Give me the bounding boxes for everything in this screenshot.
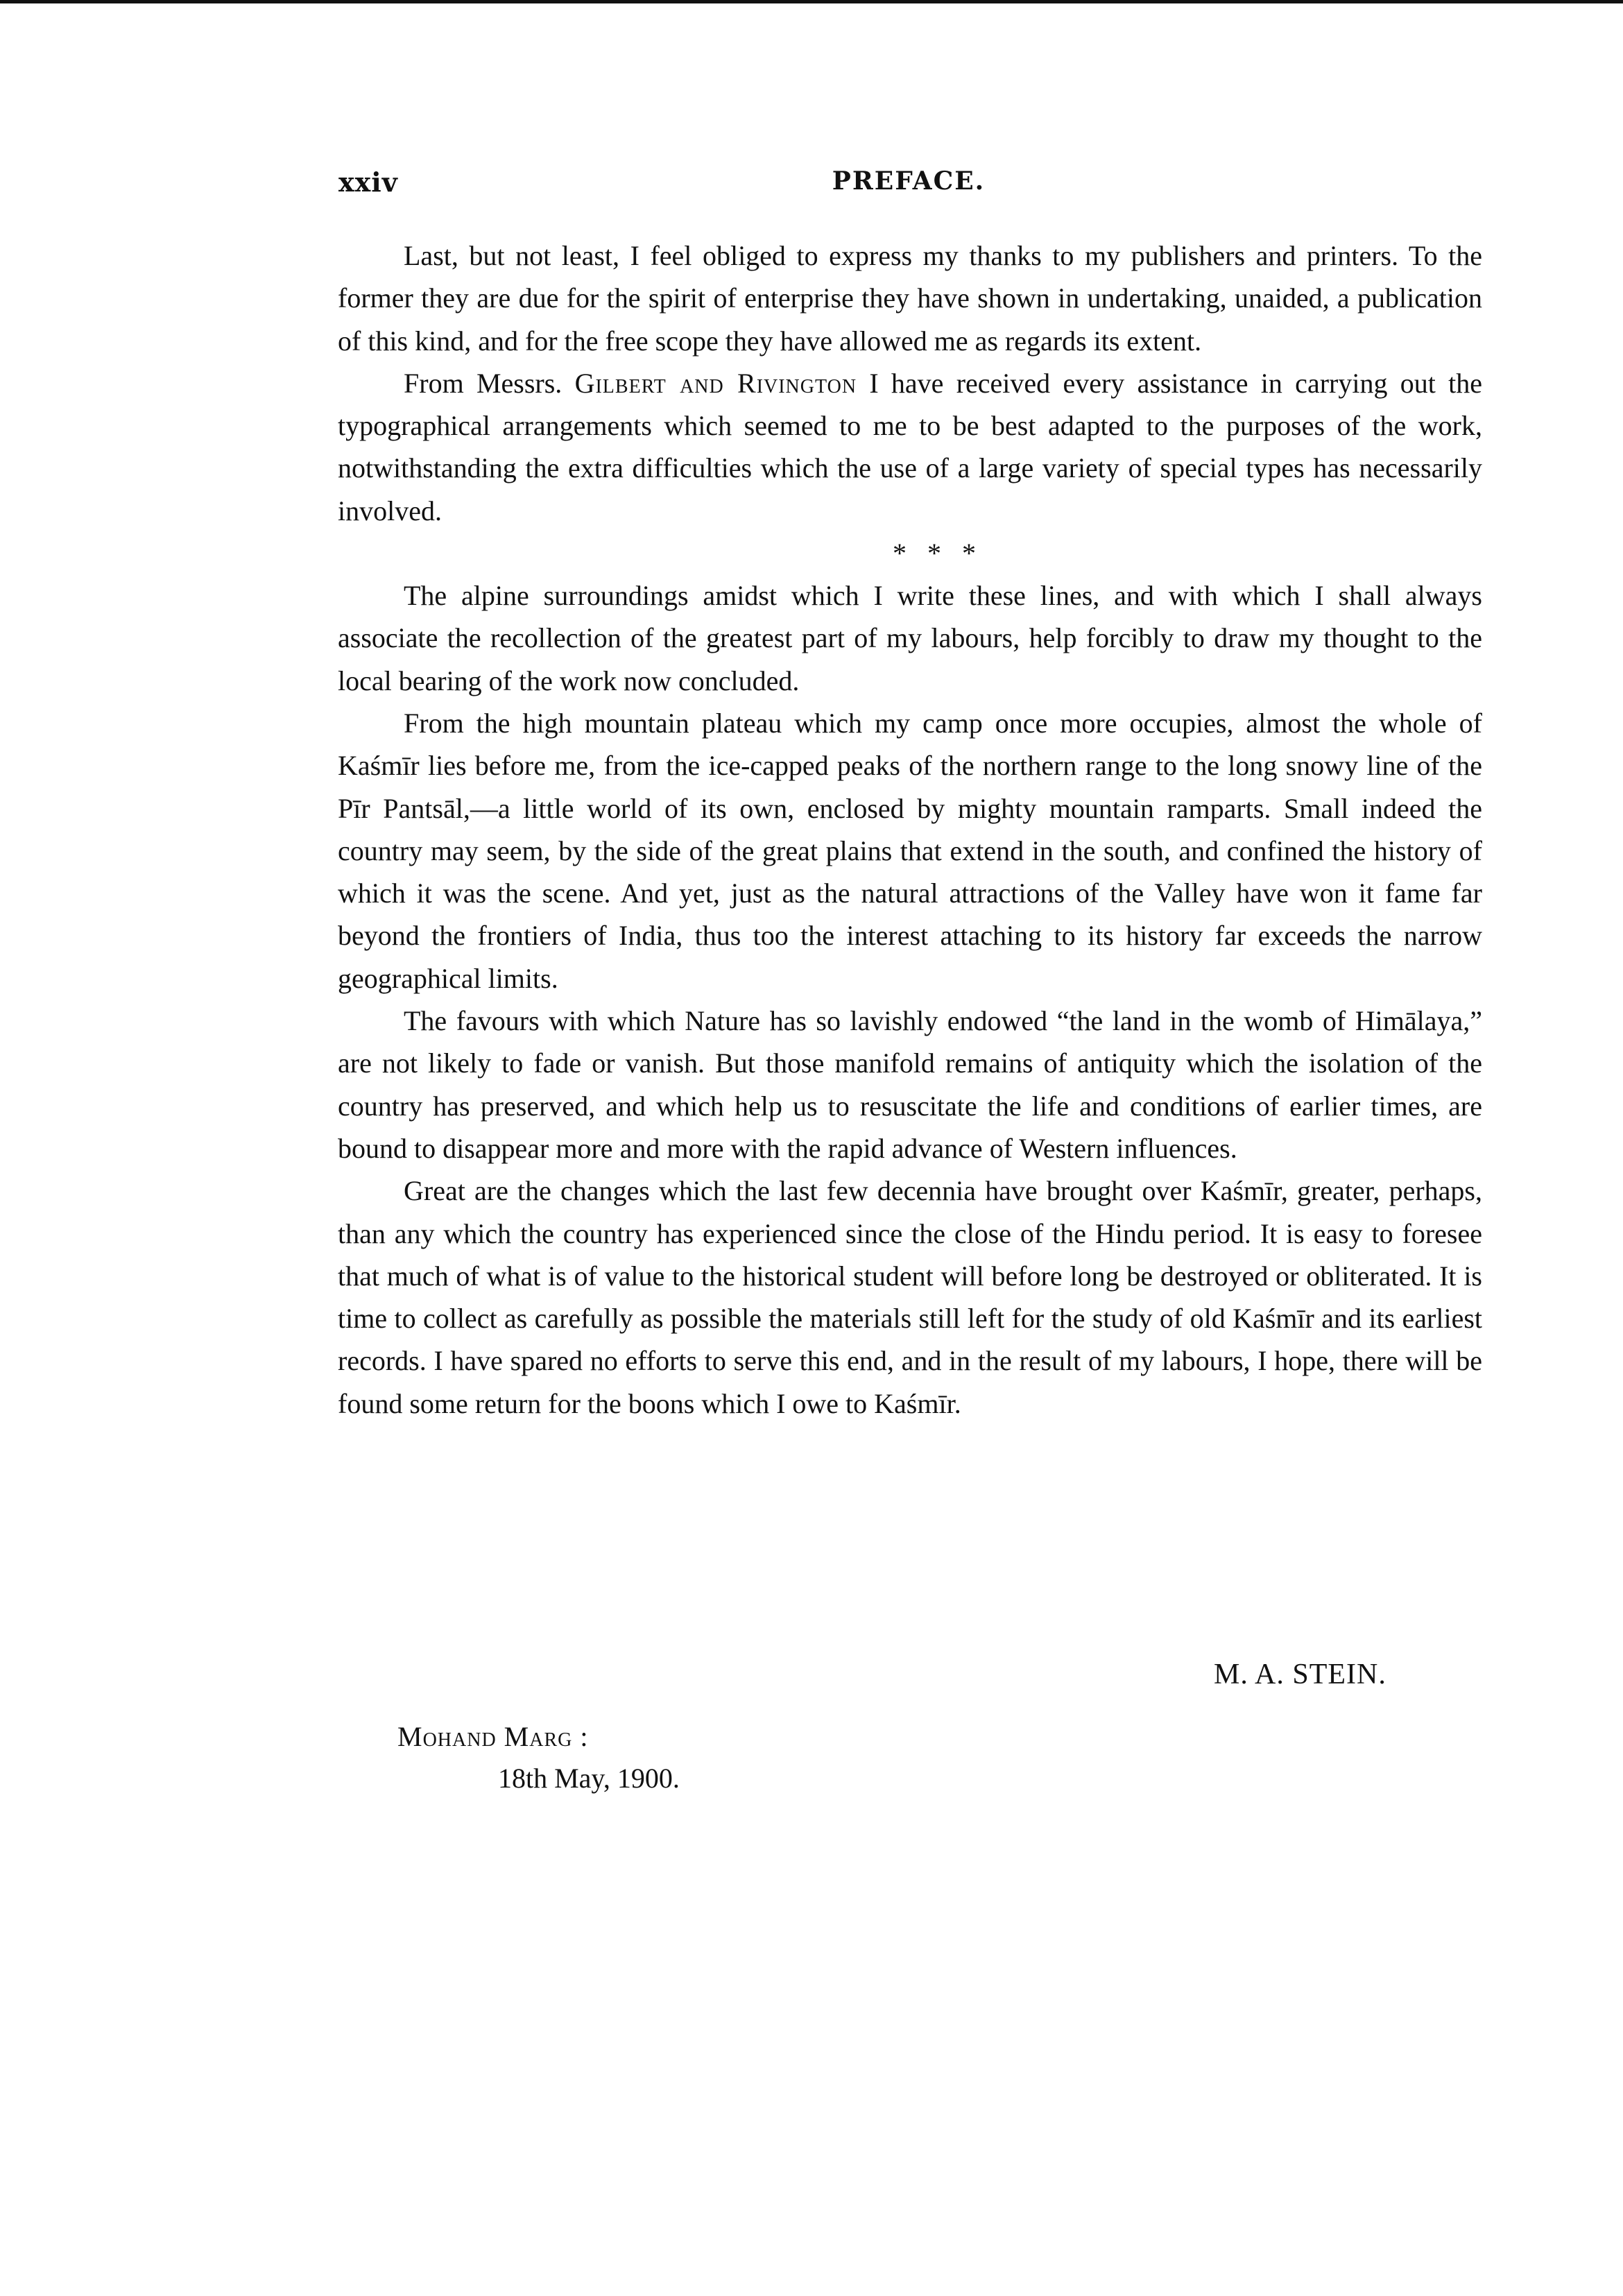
paragraph-text: Last, but not least, I feel obliged to express my thanks to my publishers and printers. To the former they are due for the spirit of enterprise they have shown in undertaking, unaided, a publication of this kind, and for the free scope they have allowed me as regards its extent. — [338, 240, 1482, 357]
place-line: Mohand Marg : — [397, 1721, 589, 1752]
paragraph-alpine-surroundings — [338, 574, 1482, 702]
author-signature: M. A. STEIN. — [1214, 1659, 1386, 1690]
page-header — [333, 166, 1484, 208]
asterism-divider: * * * — [893, 538, 983, 569]
printer-name: Gilbert and Rivington — [574, 367, 857, 399]
page-number: xxiv — [338, 166, 398, 198]
paragraph-mountain-plateau — [338, 702, 1482, 1000]
paragraph-great-changes — [338, 1170, 1482, 1425]
running-head: PREFACE. — [832, 166, 986, 196]
paragraph-favours-of-nature — [338, 1000, 1482, 1170]
date-line: 18th May, 1900. — [498, 1763, 680, 1794]
preface-body — [338, 234, 1482, 1425]
paragraph-text: The favours with which Nature has so lavishly endowed “the land in the womb of Himālaya,” are not likely to fade or vanish. But those manifold remains of antiquity which the isolation of the country has preserved, and which help us to resuscitate the life and conditions of earlier times, are bound to disappear more and more with the rapid advance of Western influences. — [338, 1005, 1482, 1164]
paragraph-printers — [338, 362, 1482, 532]
page-top-border — [0, 0, 1623, 3]
paragraph-text: Great are the changes which the last few decennia have brought over Kaśmīr, greater, perhaps, than any which the country has experienced since the close of the Hindu period. It is easy to foresee that much of what is of value to the historical student will before long be destroyed or obliterated. It is time to collect as carefully as possible the materials still left for the study of old Kaśmīr and its earliest records. I have spared no efforts to serve this end, and in the result of my labours, I hope, there will be found some return for the boons which I owe to Kaśmīr. — [338, 1175, 1482, 1419]
paragraph-text: The alpine surroundings amidst which I write these lines, and with which I shall always associate the recollection of the greatest part of my labours, help forcibly to draw my thought to the local bearing of the work now concluded. — [338, 580, 1482, 696]
paragraph-text: From the high mountain plateau which my camp once more occupies, almost the whole of Kaśmīr lies before me, from the ice-capped peaks of the northern range to the long snowy line of the Pīr Pantsāl,—a little world of its own, enclosed by mighty mountain ramparts. Small indeed the country may seem, by the side of the great plains that extend in the south, and confined the history of which it was the scene. And yet, just as the natural attractions of the Valley have won it fame far beyond the frontiers of India, thus too the interest attaching to its history far exceeds the narrow geographical limits. — [338, 707, 1482, 994]
paragraph-text: From Messrs. — [404, 367, 575, 399]
paragraph-thanks-publishers — [338, 234, 1482, 362]
paragraph-text: I have received every assistance in carrying out the typographical arrangements which seemed to me to be best adapted to the purposes of the work, notwithstanding the extra difficulties which the use of a large variety of special types has necessarily involved. — [338, 367, 1482, 526]
